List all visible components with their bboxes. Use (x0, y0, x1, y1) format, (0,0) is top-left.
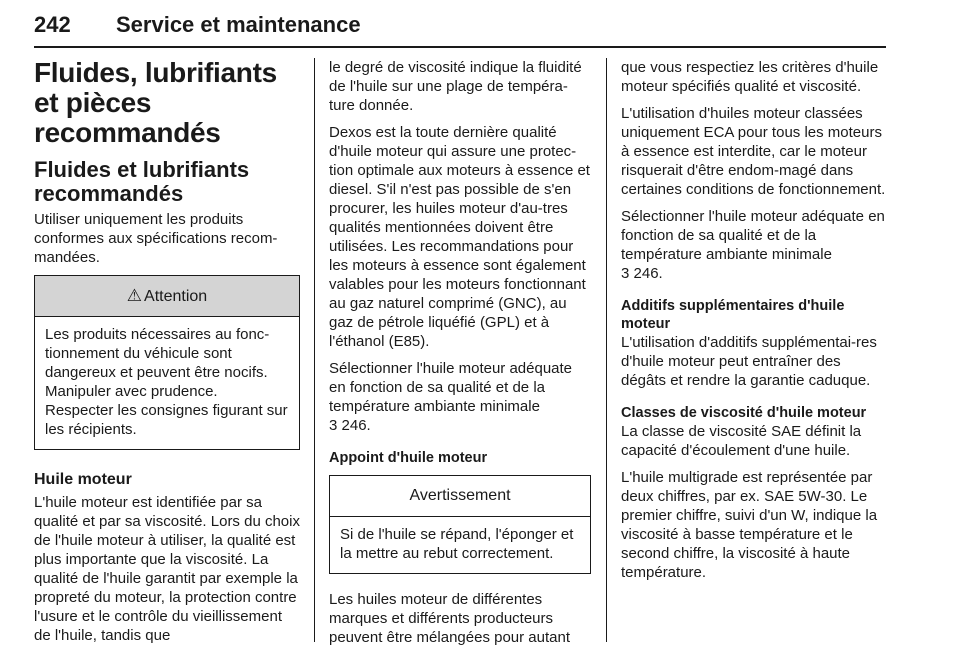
page-number: 242 (34, 12, 71, 37)
warning-text: Si de l'huile se répand, l'éponger et la mettre au rebut correctement. (340, 526, 574, 562)
warning-box (329, 475, 591, 574)
page-reference-link[interactable]: 3 246. (329, 417, 371, 434)
warning-box-header: Avertissement (330, 476, 590, 517)
criteria-paragraph: que vous respectiez les critères d'huile moteur spécifiés qualité et viscosité. (621, 59, 879, 95)
sae-paragraph: La classe de viscosité SAE définit la capacité d'écoulement d'une huile. (621, 423, 862, 459)
select-oil-text-2: Sélectionner l'huile moteur adéquate en fonction de sa qualité et de la température ambiante minimale (621, 208, 885, 263)
additives-paragraph: L'utilisation d'additifs supplémentai-res d'huile moteur peut entraîner des dégâts et rendre la garantie caduque. (621, 334, 877, 389)
page-header (34, 8, 886, 48)
page-reference-link-2[interactable]: 3 246. (621, 265, 663, 282)
warning-triangle-icon: ⚠ (126, 286, 143, 305)
select-oil-paragraph-2 (621, 207, 887, 283)
attention-box (34, 275, 300, 450)
column-3 (621, 58, 887, 590)
topup-heading: Appoint d'huile moteur (329, 450, 488, 466)
intro-paragraph: Utiliser uniquement les produits conformes aux spécifications recom-mandées. (34, 211, 278, 266)
section-subtitle: Fluides et lubrifiants recommandés (34, 157, 250, 206)
engine-oil-paragraph: L'huile moteur est identifiée par sa qualité et par sa viscosité. Lors du choix de l'huile moteur à utiliser, la qualité est plus importante que la viscosité. La qualité de l'huile garantit par exemple la propreté du moteur, la protection contre l'usure et le contrôle du vieillissement de l'huile, tandis que (34, 494, 300, 644)
column-divider-1 (314, 58, 315, 642)
header-rule (34, 46, 886, 48)
viscosity-intro-paragraph: le degré de viscosité indique la fluidité de l'huile sur une plage de tempéra-ture donnée. (329, 59, 582, 114)
additives-heading: Additifs supplémentaires d'huile moteur (621, 298, 845, 332)
attention-box-header (35, 276, 299, 317)
section-title: Service et maintenance (116, 12, 361, 37)
attention-text: Les produits nécessaires au fonc-tionnement du véhicule sont dangereux et peuvent être nocifs. Manipuler avec prudence. Respecter les consignes figurant sur les récipients. (45, 326, 288, 438)
engine-oil-heading: Huile moteur (34, 471, 132, 488)
column-divider-2 (606, 58, 607, 642)
dexos-paragraph: Dexos est la toute dernière qualité d'huile moteur qui assure une protec-tion optimale aux moteurs à essence et diesel. S'il n'est pas possible de s'en procurer, les huiles moteur d'au-tres qualités mentionnées doivent être utilisées. Les recommandations pour les moteurs à essence sont également valables pour les moteurs fonctionnant au gaz naturel comprimé (GNC), au gaz de pétrole liquéfié (GPL) et à l'éthanol (E85). (329, 124, 590, 350)
column-1 (34, 58, 300, 653)
eca-paragraph: L'utilisation d'huiles moteur classées uniquement ECA pour tous les moteurs à essence est interdite, car le moteur risquerait d'être endom-magé dans certaines conditions de fonctionnement. (621, 105, 886, 198)
select-oil-paragraph (329, 359, 591, 435)
viscosity-classes-heading: Classes de viscosité d'huile moteur (621, 405, 867, 421)
mixing-paragraph: Les huiles moteur de différentes marques et différents producteurs peuvent être mélangées pour autant (329, 591, 571, 646)
attention-label: Attention (144, 288, 208, 305)
select-oil-text: Sélectionner l'huile moteur adéquate en fonction de sa qualité et de la température ambiante minimale (329, 360, 573, 415)
chapter-title: Fluides, lubrifiants et pièces recommandés (34, 57, 277, 148)
column-2 (329, 58, 591, 655)
multigrade-paragraph: L'huile multigrade est représentée par deux chiffres, par ex. SAE 5W-30. Le premier chiffre, suivi d'un W, indique la viscosité à basse température et le second chiffre, la viscosité à haute température. (621, 469, 878, 581)
